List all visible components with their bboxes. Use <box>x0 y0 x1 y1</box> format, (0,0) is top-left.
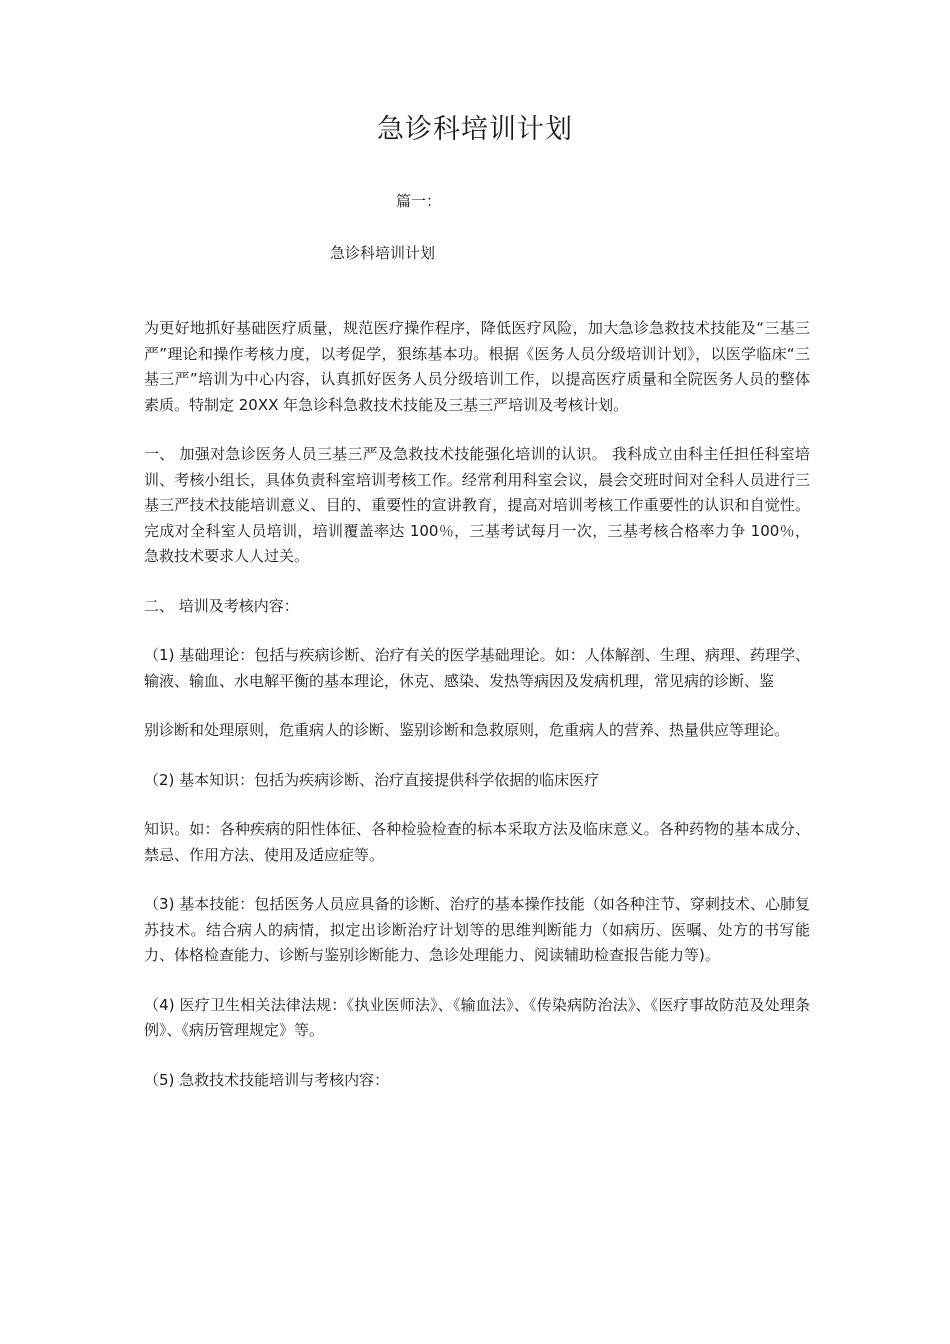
section-label: 篇一： <box>396 192 442 210</box>
paragraph-item-3: （3) 基本技能：包括医务人员应具备的诊断、治疗的基本操作技能（如各种注节、穿刺技术、心肺复苏技术。结合病人的病情，拟定出诊断治疗计划等的思维判断能力（如病历、医嘱、处方的书写能力、体格检查能力、诊断与鉴别诊断能力、急诊处理能力、阅读辅助检查报告能力等)。 <box>144 895 810 964</box>
paragraph-item-1: （1) 基础理论：包括与疾病诊断、治疗有关的医学基础理论。如：人体解剖、生理、病理、药理学、输液、输血、水电解平衡的基本理论，休克、感染、发热等病因及发病机理，常见病的诊断、鉴 <box>144 646 810 690</box>
document-body <box>144 316 810 1117</box>
paragraph-item-2: （2) 基本知识：包括为疾病诊断、治疗直接提供科学依据的临床医疗 <box>144 770 600 789</box>
paragraph-item-4: （4) 医疗卫生相关法律法规：《执业医师法》、《输血法》、《传染病防治法》、《医疗事故防范及处理条例》、《病历管理规定》等。 <box>144 995 810 1039</box>
paragraph-section-2-heading: 二、 培训及考核内容： <box>144 596 299 615</box>
document-title: 急诊科培训计划 <box>377 114 573 145</box>
document-subtitle: 急诊科培训计划 <box>330 244 436 262</box>
paragraph-section-1: 一、 加强对急诊医务人员三基三严及急救技术技能强化培训的认识。 我科成立由科主任担任科室培训、考核小组长，具体负责科室培训考核工作。经常利用科室会议，晨会交班时间对全科人员进行三基三严技术技能培训意义、目的、重要性的宣讲教育，提高对培训考核工作重要性的认识和自觉性。完成对全科室人员培训，培训覆盖率达 100％，三基考试每月一次，三基考核合格率力争 100％，急救技术要求人人过关。 <box>144 445 810 565</box>
paragraph-intro: 为更好地抓好基础医疗质量，规范医疗操作程序，降低医疗风险，加大急诊急救技术技能及“三基三严”理论和操作考核力度，以考促学，狠练基本功。根据《医务人员分级培训计划》，以医学临床“三基三严”培训为中心内容，认真抓好医务人员分级培训工作，以提高医疗质量和全院医务人员的整体素质。特制定 20XX 年急诊科急救技术技能及三基三严培训及考核计划。 <box>144 319 810 414</box>
paragraph-item-1-cont: 别诊断和处理原则，危重病人的诊断、鉴别诊断和急救原则，危重病人的营养、热量供应等理论。 <box>144 721 790 739</box>
paragraph-item-5: （5) 急救技术技能培训与考核内容： <box>144 1070 390 1089</box>
paragraph-item-2-cont: 知识。如：各种疾病的阳性体征、各种检验检查的标本采取方法及临床意义。各种药物的基本成分、禁忌、作用方法、使用及适应症等。 <box>144 820 810 864</box>
